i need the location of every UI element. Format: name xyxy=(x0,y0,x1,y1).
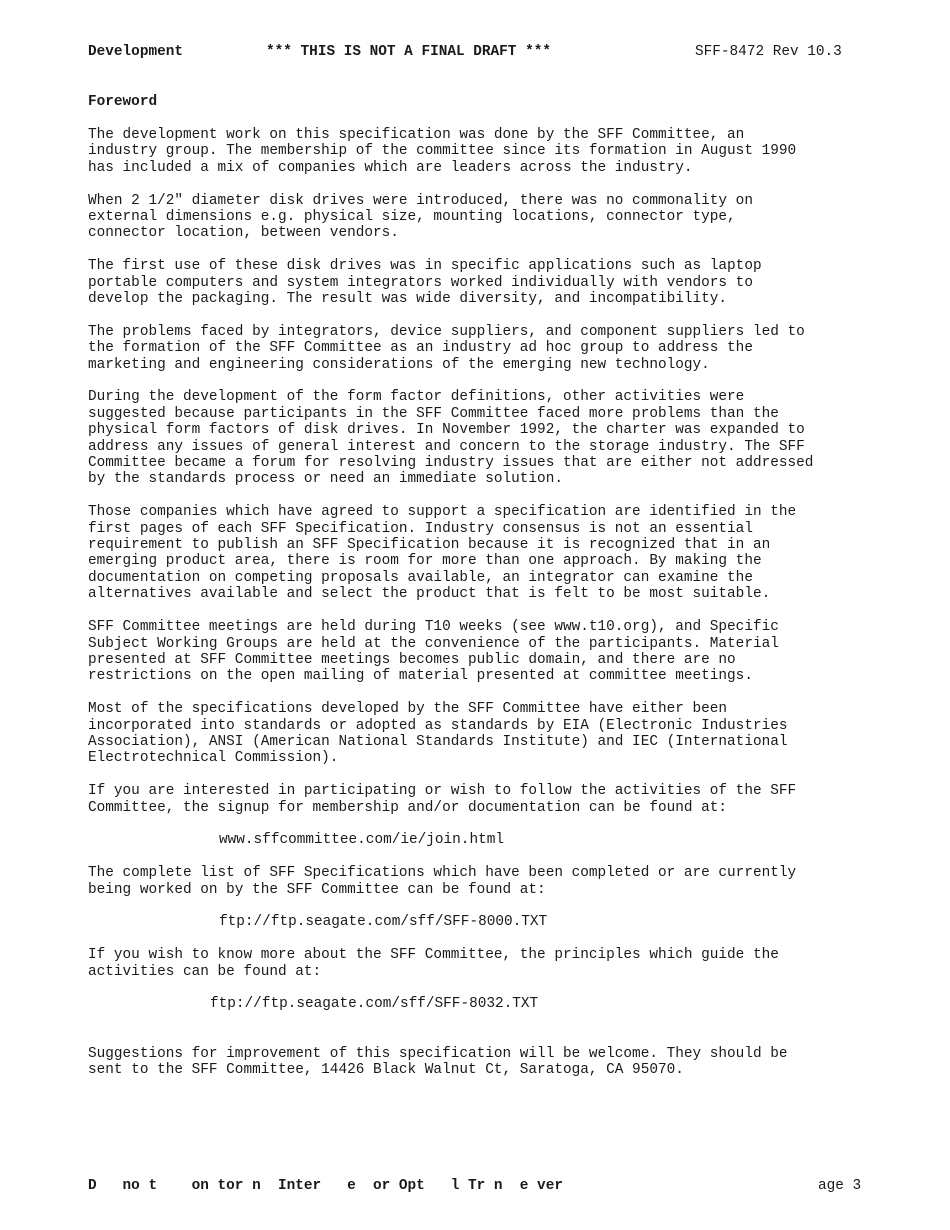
page-number: age 3 xyxy=(818,1178,862,1194)
document-body xyxy=(88,127,888,1095)
paragraph-principles: If you wish to know more about the SFF Committee, the principles which guide the activities can be found at: xyxy=(88,947,779,980)
section-title: Foreword xyxy=(88,94,158,110)
header-draft-notice: *** THIS IS NOT A FINAL DRAFT *** xyxy=(266,44,551,60)
join-url-link[interactable]: www.sffcommittee.com/ie/join.html xyxy=(219,832,504,849)
footer-left: D no t on tor n Inter e or Opt l Tr n e ver xyxy=(88,1178,563,1194)
header-doc-id: SFF-8472 Rev 10.3 xyxy=(695,44,842,60)
paragraph: The development work on this specification was done by the SFF Committee, an industry group. The membership of the committee since its formation in August 1990 has included a mix of companies which are leaders across the industry. xyxy=(88,127,797,176)
principles-url-link[interactable]: ftp://ftp.seagate.com/sff/SFF-8032.TXT xyxy=(210,996,539,1013)
paragraph-spec-list: The complete list of SFF Specifications which have been completed or are currently being worked on by the SFF Committee can be found at: xyxy=(88,865,797,898)
paragraph: During the development of the form factor definitions, other activities were suggested because participants in the SFF Committee faced more problems than the physical form factors of disk drives. In November 1992, the charter was expanded to address any issues of general interest and concern to the storage industry. The SFF Committee became a forum for resolving industry issues that are either not addressed by the standards process or need an immediate solution. xyxy=(88,389,814,488)
paragraph: If you are interested in participating or wish to follow the activities of the SFF Committee, the signup for membership and/or documentation can be found at: xyxy=(88,783,797,816)
paragraph: The problems faced by integrators, device suppliers, and component suppliers led to the formation of the SFF Committee as an industry ad hoc group to address the marketing and engineering considerations of the emerging new technology. xyxy=(88,323,805,373)
paragraph: SFF Committee meetings are held during T10 weeks (see www.t10.org), and Specific Subject Working Groups are held at the convenience of the participants. Material presented at SFF Committee meetings becomes public domain, and there are no restrictions on the open mailing of material presented at committee meetings. xyxy=(88,619,779,685)
spec-list-url-link[interactable]: ftp://ftp.seagate.com/sff/SFF-8000.TXT xyxy=(219,914,548,931)
paragraph: When 2 1/2" diameter disk drives were introduced, there was no commonality on external dimensions e.g. physical size, mounting locations, connector type, connector location, between vendors. xyxy=(88,192,753,242)
paragraph: Those companies which have agreed to support a specification are identified in the first pages of each SFF Specification. Industry consensus is not an essential requirement to publish an SFF Specification because it is recognized that in an emerging product area, there is room for more than one approach. By making the documentation on competing proposals available, an integrator can examine the alternatives available and select the product that is felt to be most suitable. xyxy=(88,504,797,603)
paragraph: The first use of these disk drives was in specific applications such as laptop portable computers and system integrators worked individually with vendors to develop the packaging. The result was wide diversity, and incompatibility. xyxy=(88,258,762,308)
header-left: Development xyxy=(88,44,183,60)
paragraph-suggestions: Suggestions for improvement of this specification will be welcome. They should be sent to the SFF Committee, 14426 Black Walnut Ct, Saratoga, CA 95070. xyxy=(88,1045,788,1078)
paragraph: Most of the specifications developed by the SFF Committee have either been incorporated into standards or adopted as standards by EIA (Electronic Industries Association), ANSI (American National Standards Institute) and IEC (International Electrotechnical Commission). xyxy=(88,701,788,767)
spacer xyxy=(88,1029,888,1045)
